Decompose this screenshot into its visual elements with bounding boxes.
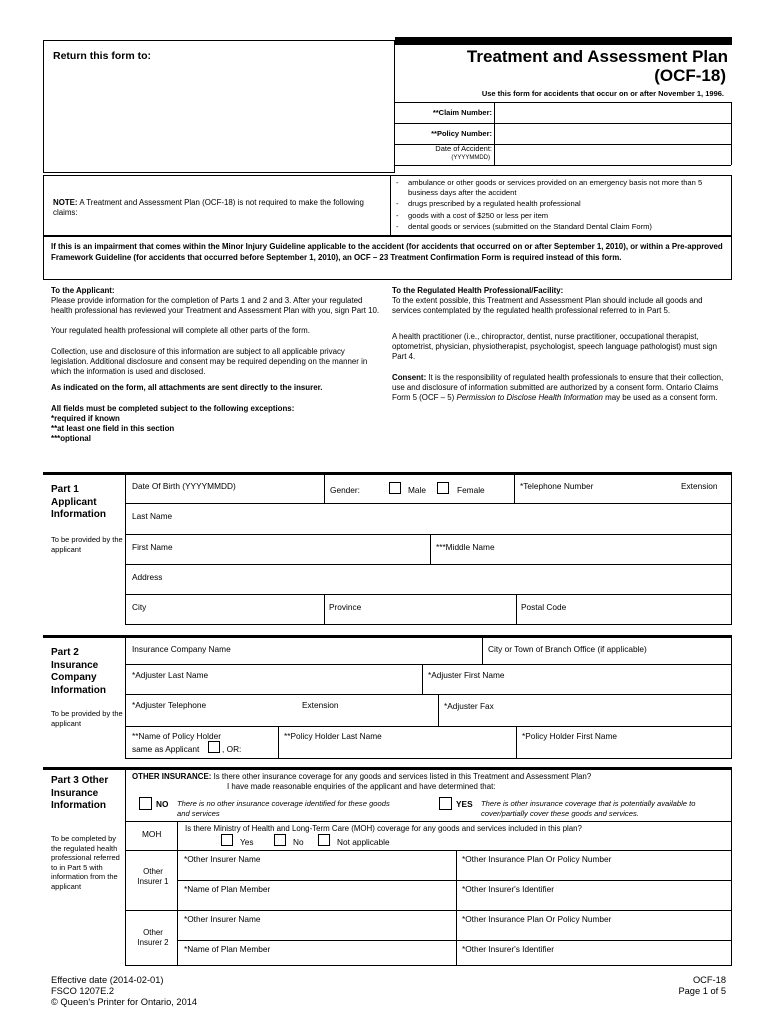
adjuster-first-name-field[interactable] — [423, 680, 730, 693]
postal-code-field[interactable] — [517, 612, 730, 623]
other-insurer-2-label: Other Insurer 2 — [137, 928, 169, 947]
insurer-1-name-label: *Other Insurer Name — [184, 854, 261, 864]
insurance-company-label: Insurance Company Name — [132, 644, 231, 654]
policy-holder-or: , OR: — [222, 744, 242, 754]
male-label: Male — [408, 485, 426, 495]
same-as-applicant-checkbox[interactable] — [208, 741, 220, 753]
dob-field[interactable] — [126, 491, 323, 502]
insurer-2-plan-member-field[interactable] — [178, 954, 455, 964]
claim-number-label: **Claim Number: — [432, 108, 492, 117]
telephone-label: *Telephone Number — [520, 481, 594, 491]
yes-other-insurance-checkbox[interactable] — [439, 797, 452, 810]
applicant-instructions: To the Applicant: Please provide information for the completion of Parts 1 and 2 and 3. After your regulated health professional has reviewed your Treatment and Assessment Plan with you, sign Part 10. Your regulated health professional will complete all other parts of the form. Collection, use and disclosure of this information are subject to all applicable privacy legislation. Additional disclosure and consent may be required depending on the manner in which the information is used and disclosed. As indicated on the form, all attachments are sent directly to the insurer. All fields must be completed subject to the following exceptions: *required if known **at least one field in this section ***optional — [51, 286, 380, 443]
province-field[interactable] — [325, 612, 515, 623]
address-field[interactable] — [126, 582, 730, 593]
moh-not-applicable-label: Not applicable — [337, 837, 390, 847]
insurer-1-plan-member-field[interactable] — [178, 894, 455, 909]
footer-form-code: OCF-18 — [692, 975, 726, 985]
extension-label: Extension — [681, 481, 718, 491]
footer-right — [678, 975, 726, 997]
dob-label: Date Of Birth (YYYYMMDD) — [132, 481, 236, 491]
enquiry-statement: I have made reasonable enquiries of the applicant and have determined that: — [227, 782, 496, 791]
no-other-insurance-checkbox[interactable] — [139, 797, 152, 810]
last-name-label: Last Name — [132, 511, 173, 521]
insurance-company-field[interactable] — [126, 653, 481, 663]
yes-text: There is other insurance coverage that is potentially available to cover/partially cover these goods and services. — [481, 799, 696, 818]
middle-name-field[interactable] — [431, 552, 730, 563]
female-checkbox[interactable] — [437, 482, 449, 494]
moh-no-label: No — [293, 837, 304, 847]
adjuster-last-name-field[interactable] — [126, 680, 421, 693]
policy-holder-first-name-field[interactable] — [517, 742, 730, 757]
guideline-text: If this is an impairment that comes within the Minor Injury Guideline applicable to the accident (for accidents that occurred on or after September 1, 2010), or within a Pre-approved Framework Guideline (for accidents that occurred before September 1, 2010), an OCF – 23 Treatment Confirmation Form is required instead of this form. — [51, 242, 723, 262]
insurer-1-name-field[interactable] — [178, 864, 455, 879]
yes-label: YES — [456, 799, 473, 809]
adjuster-fax-label: *Adjuster Fax — [444, 701, 494, 711]
note-item: goods with a cost of $250 or less per item — [408, 210, 549, 220]
moh-no-checkbox[interactable] — [274, 834, 286, 846]
part2-title: Part 2 Insurance Company Information — [51, 647, 106, 696]
policy-number-label: **Policy Number: — [431, 129, 492, 138]
no-text: There is no other insurance coverage identified for these goods and services — [177, 799, 390, 818]
middle-name-label: ***Middle Name — [436, 542, 495, 552]
city-label: City — [132, 602, 147, 612]
policy-holder-last-name-field[interactable] — [279, 742, 515, 757]
no-label: NO — [156, 799, 169, 809]
part3-title: Part 3 Other Insurance Information — [51, 775, 109, 811]
insurer-2-name-field[interactable] — [178, 924, 455, 939]
insurer-2-identifier-field[interactable] — [457, 954, 730, 964]
insurer-2-plan-number-field[interactable] — [457, 924, 730, 939]
other-insurer-1-label: Other Insurer 1 — [137, 867, 169, 886]
date-of-accident-field[interactable] — [494, 144, 731, 165]
city-field[interactable] — [126, 612, 323, 623]
note-text: NOTE: A Treatment and Assessment Plan (OCF-18) is not required to make the following claims: — [53, 198, 364, 217]
moh-label: MOH — [142, 829, 162, 839]
insurer-1-plan-number-label: *Other Insurance Plan Or Policy Number — [462, 854, 612, 864]
gender-label: Gender: — [330, 485, 360, 495]
date-format-hint: (YYYYMMDD) — [451, 155, 490, 161]
same-as-applicant-label: same as Applicant — [132, 744, 200, 754]
first-name-label: First Name — [132, 542, 173, 552]
branch-city-label: City or Town of Branch Office (if applicable) — [488, 644, 647, 654]
male-checkbox[interactable] — [389, 482, 401, 494]
page-number: Page 1 of 5 — [678, 986, 726, 996]
part3-subtitle: To be completed by the regulated health professional referred to in Part 5 with information from the applicant — [51, 834, 120, 891]
footer-left — [51, 975, 197, 1008]
fsco-code: FSCO 1207E.2 — [51, 986, 115, 996]
female-label: Female — [457, 485, 485, 495]
adjuster-telephone-field[interactable] — [126, 710, 437, 725]
insurer-2-plan-number-label: *Other Insurance Plan Or Policy Number — [462, 914, 612, 924]
postal-code-label: Postal Code — [521, 602, 567, 612]
policy-holder-last-name-label: **Policy Holder Last Name — [284, 731, 382, 741]
date-of-accident-label: Date of Accident: — [435, 144, 492, 153]
policy-number-field[interactable] — [494, 123, 731, 144]
note-item: drugs prescribed by a regulated health professional — [408, 199, 581, 209]
adjuster-extension-label: Extension — [302, 700, 339, 710]
part1-subtitle: To be provided by the applicant — [51, 535, 123, 554]
insurer-1-identifier-field[interactable] — [457, 894, 730, 909]
professional-instructions: To the Regulated Health Professional/Facility: To the extent possible, this Treatment and Assessment Plan should include all goods and services contemplated by the regulated health professional referred to in Part 5. A health practitioner (i.e., chiropractor, dentist, nurse practitioner, occupational therapist, optometrist, physician, physiotherapist, psychologist, speech language pathologist) must sign Part 4. Consent: It is the responsibility of regulated health professionals to ensure that their collection, use and disclosure of information submitted are authorized by a consent form. Ontario Claims Form 5 (OCF – 5) Permission to Disclose Health Information may be used as a consent form. — [392, 286, 724, 402]
effective-date: Effective date (2014-02-01) — [51, 975, 164, 985]
part2-subtitle: To be provided by the applicant — [51, 709, 123, 728]
copyright: © Queen's Printer for Ontario, 2014 — [51, 997, 198, 1007]
form-title: Treatment and Assessment Plan — [466, 47, 728, 66]
moh-not-applicable-checkbox[interactable] — [318, 834, 330, 846]
claim-number-field[interactable] — [494, 102, 731, 123]
adjuster-telephone-label: *Adjuster Telephone — [132, 700, 207, 710]
other-insurance-question: OTHER INSURANCE: Is there other insurance coverage for any goods and services listed in this Treatment and Assessment Plan? — [132, 772, 592, 781]
use-note: Use this form for accidents that occur on or after November 1, 1996. — [481, 89, 724, 98]
return-to-label: Return this form to: — [53, 50, 151, 62]
insurer-1-plan-member-label: *Name of Plan Member — [184, 884, 271, 894]
moh-yes-label: Yes — [240, 837, 254, 847]
address-label: Address — [132, 572, 163, 582]
moh-question: Is there Ministry of Health and Long-Term Care (MOH) coverage for any goods and services included in this plan? — [185, 824, 582, 833]
insurer-2-name-label: *Other Insurer Name — [184, 914, 261, 924]
last-name-field[interactable] — [126, 521, 730, 533]
insurer-2-plan-member-label: *Name of Plan Member — [184, 944, 271, 954]
note-item: dental goods or services (submitted on the Standard Dental Claim Form) — [408, 222, 652, 232]
adjuster-fax-field[interactable] — [439, 711, 730, 725]
moh-yes-checkbox[interactable] — [221, 834, 233, 846]
adjuster-last-name-label: *Adjuster Last Name — [132, 670, 209, 680]
branch-city-field[interactable] — [483, 653, 730, 663]
policy-holder-first-name-label: *Policy Holder First Name — [522, 731, 617, 741]
policy-holder-label: **Name of Policy Holder — [132, 731, 221, 741]
adjuster-first-name-label: *Adjuster First Name — [428, 670, 505, 680]
first-name-field[interactable] — [126, 552, 429, 563]
form-code: (OCF-18) — [654, 66, 726, 85]
insurer-1-plan-number-field[interactable] — [457, 864, 730, 879]
note-item: ambulance or other goods or services provided on an emergency basis not more than 5 business days after the accident — [408, 178, 703, 197]
insurer-2-identifier-label: *Other Insurer's Identifier — [462, 944, 554, 954]
part1-title: Part 1 Applicant Information — [51, 484, 106, 520]
insurer-1-identifier-label: *Other Insurer's Identifier — [462, 884, 554, 894]
title-bar — [395, 37, 732, 45]
note-list: - ambulance or other goods or services provided on an emergency basis not more than 5 business days after the accident - drugs prescribed by a regulated health professional - goods with a cost of $250 or less per item - dental goods or services (submitted on the Standard Dental Claim Form) — [396, 178, 728, 232]
telephone-field[interactable] — [515, 491, 730, 502]
province-label: Province — [329, 602, 362, 612]
